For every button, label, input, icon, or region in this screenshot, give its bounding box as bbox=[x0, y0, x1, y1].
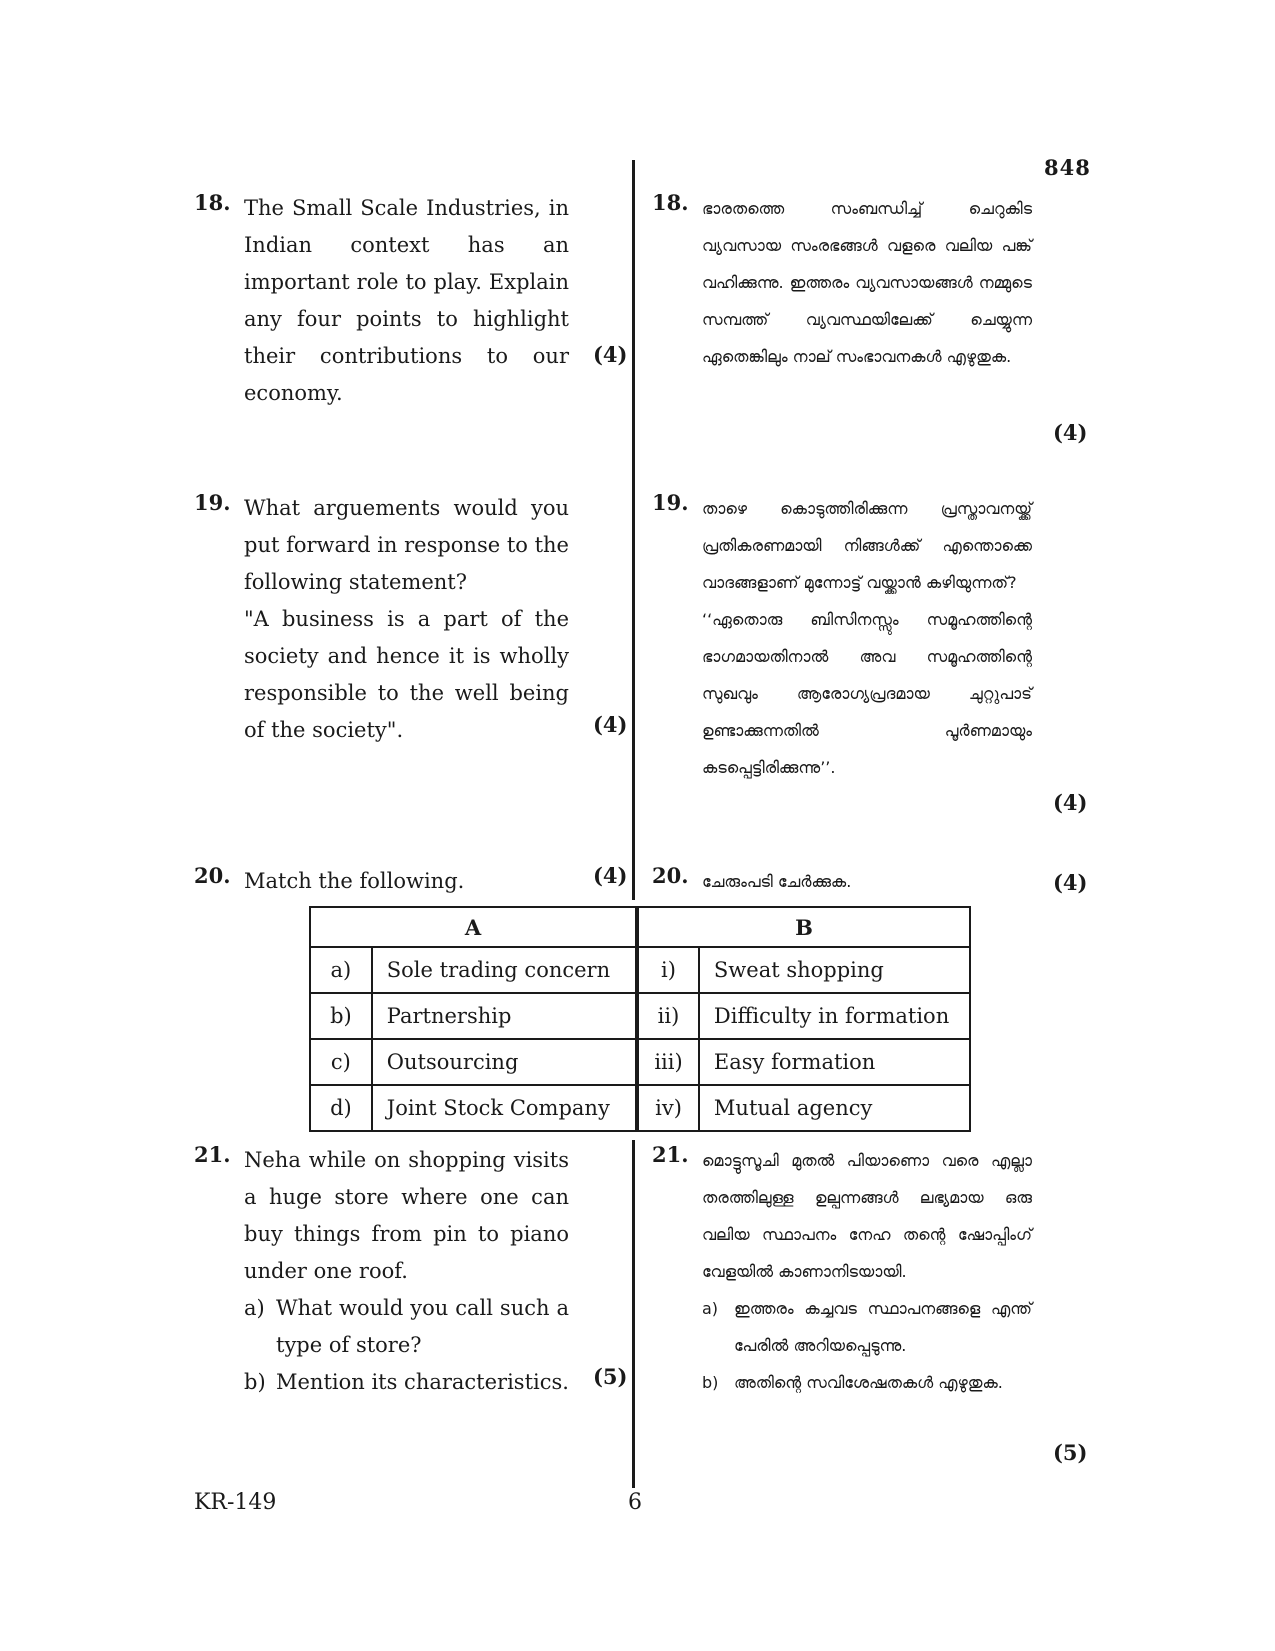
column-divider-top bbox=[632, 160, 635, 900]
sub-label: b) bbox=[244, 1370, 266, 1394]
question-text: Match the following. bbox=[244, 869, 465, 893]
a-text: Outsourcing bbox=[372, 1039, 637, 1085]
a-text: Sole trading concern bbox=[372, 947, 637, 993]
b-label: i) bbox=[637, 947, 699, 993]
question-20-malayalam-mark: (4) bbox=[1053, 870, 1088, 895]
table-row bbox=[310, 947, 970, 993]
b-text: Mutual agency bbox=[699, 1085, 970, 1131]
b-label: ii) bbox=[637, 993, 699, 1039]
question-text: ചേരുംപടി ചേർക്കുക. bbox=[702, 872, 852, 891]
sub-label: b) bbox=[702, 1373, 719, 1392]
column-a-header: A bbox=[310, 907, 637, 947]
table-row bbox=[310, 1085, 970, 1131]
question-number: 19. bbox=[652, 490, 689, 515]
a-text: Partnership bbox=[372, 993, 637, 1039]
page-code: 848 bbox=[1044, 155, 1091, 180]
a-label: c) bbox=[310, 1039, 372, 1085]
column-b-header: B bbox=[637, 907, 970, 947]
sub-label: a) bbox=[702, 1299, 719, 1318]
question-text: താഴെ കൊടുത്തിരിക്കുന്ന പ്രസ്താവനയ്ക്ക് പ്രതികരണമായി നിങ്ങൾക്ക് എന്തൊക്കെ വാദങ്ങളാണ് മുന്നോട്ട് വയ്ക്കാൻ കഴിയുന്നത്? bbox=[702, 499, 1032, 592]
table-header-row bbox=[310, 907, 970, 947]
question-text: The Small Scale Industries, in Indian context has an important role to play. Explain any four points to highlight their contributions to our economy. bbox=[244, 196, 569, 405]
question-text: മൊട്ടുസൂചി മുതൽ പിയാണൊ വരെ എല്ലാ തരത്തിലുള്ള ഉല്പന്നങ്ങൾ ലഭ്യമായ ഒരു വലിയ സ്ഥാപനം നേഹ തന്റെ ഷോപ്പിംഗ് വേളയിൽ കാണാനിടയായി. bbox=[702, 1151, 1032, 1281]
b-label: iv) bbox=[637, 1085, 699, 1131]
question-text: What arguements would you put forward in response to the following statement? bbox=[244, 496, 569, 594]
sub-question-b bbox=[244, 1364, 569, 1401]
question-19-malayalam-mark: (4) bbox=[1053, 790, 1088, 815]
sub-label: a) bbox=[244, 1296, 265, 1320]
sub-text: അതിന്റെ സവിശേഷതകൾ എഴുതുക. bbox=[734, 1373, 1003, 1392]
sub-text: ഇത്തരം കച്ചവട സ്ഥാപനങ്ങളെ എന്ത് പേരിൽ അറിയപ്പെടുന്നു. bbox=[734, 1299, 1032, 1355]
question-number: 19. bbox=[194, 490, 231, 515]
question-20-english-mark: (4) bbox=[593, 863, 628, 888]
sub-text: Mention its characteristics. bbox=[276, 1370, 569, 1394]
question-number: 21. bbox=[652, 1142, 689, 1167]
question-number: 18. bbox=[652, 190, 689, 215]
table-row bbox=[310, 993, 970, 1039]
question-number: 18. bbox=[194, 190, 231, 215]
column-divider-bottom bbox=[632, 1140, 635, 1488]
question-text: Neha while on shopping visits a huge store where one can buy things from pin to piano under one roof. bbox=[244, 1148, 569, 1283]
sub-question-a bbox=[702, 1290, 1032, 1364]
a-label: a) bbox=[310, 947, 372, 993]
question-number: 20. bbox=[652, 863, 689, 888]
table-row bbox=[310, 1039, 970, 1085]
question-18-english-mark: (4) bbox=[593, 342, 628, 367]
sub-text: What would you call such a type of store? bbox=[276, 1296, 569, 1357]
a-label: b) bbox=[310, 993, 372, 1039]
b-text: Sweat shopping bbox=[699, 947, 970, 993]
question-19-english-mark: (4) bbox=[593, 712, 628, 737]
question-21-malayalam-mark: (5) bbox=[1053, 1440, 1088, 1465]
a-label: d) bbox=[310, 1085, 372, 1131]
a-text: Joint Stock Company bbox=[372, 1085, 637, 1131]
question-21-english-mark: (5) bbox=[593, 1364, 628, 1389]
b-text: Easy formation bbox=[699, 1039, 970, 1085]
question-number: 21. bbox=[194, 1142, 231, 1167]
sub-question-b bbox=[702, 1364, 1032, 1401]
b-label: iii) bbox=[637, 1039, 699, 1085]
question-quote: "A business is a part of the society and hence it is wholly responsible to the well being of the society". bbox=[244, 607, 569, 742]
question-number: 20. bbox=[194, 863, 231, 888]
footer-code: KR-149 bbox=[194, 1490, 277, 1515]
question-text: ഭാരതത്തെ സംബന്ധിച്ച് ചെറുകിട വ്യവസായ സംരഭങ്ങൾ വളരെ വലിയ പങ്ക് വഹിക്കുന്നു. ഇത്തരം വ്യവസായങ്ങൾ നമ്മുടെ സമ്പത്ത് വ്യവസ്ഥയിലേക്ക് ചെയ്യുന്ന ഏതെങ്കിലും നാല് സംഭാവനകൾ എഴുതുക. bbox=[702, 199, 1032, 366]
footer-page-number: 6 bbox=[628, 1490, 642, 1515]
match-table bbox=[309, 906, 971, 1132]
question-18-malayalam-mark: (4) bbox=[1053, 420, 1088, 445]
b-text: Difficulty in formation bbox=[699, 993, 970, 1039]
sub-question-a bbox=[244, 1290, 569, 1364]
question-quote: ‘‘ഏതൊരു ബിസിനസ്സും സമൂഹത്തിന്റെ ഭാഗമായതിനാൽ അവ സമൂഹത്തിന്റെ സുഖവും ആരോഗ്യപ്രദമായ ചുറ്റുപാട് ഉണ്ടാക്കുന്നതിൽ പൂർണമായും കടപ്പെട്ടിരിക്കുന്നു’’. bbox=[702, 610, 1032, 777]
